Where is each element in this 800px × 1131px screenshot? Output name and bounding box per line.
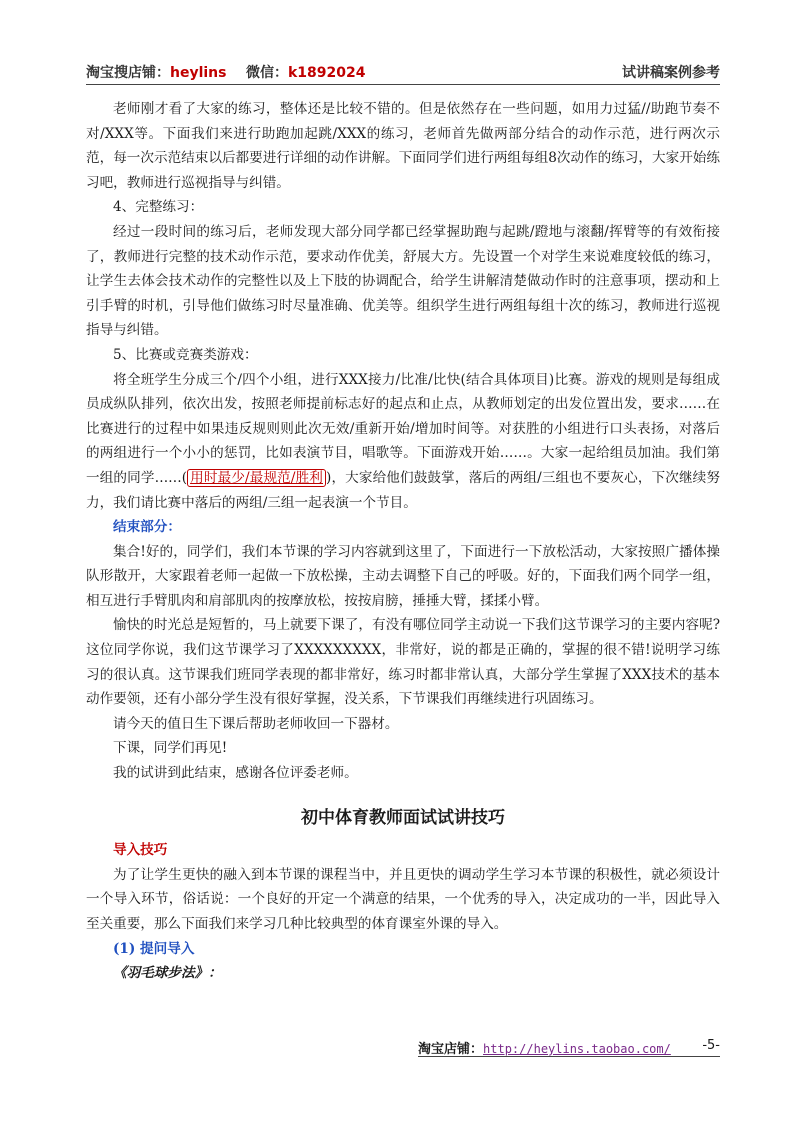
paragraph-relax: 集合!好的，同学们，我们本节课的学习内容就到这里了，下面进行一下放松活动，大家按照广播体操队形散开，大家跟着老师一起做一下放松操，主动去调整下自己的呼吸。好的，下面我们两个同学一组，相互进行手臂肌肉和肩部肌肉的按摩放松，按按肩膀，捶捶大臂，揉揉小臂。 <box>86 543 720 609</box>
header-wechat-label: 微信： <box>246 65 288 81</box>
paragraph-goodbye: 下课，同学们再见! <box>113 740 228 757</box>
header-divider <box>86 84 720 85</box>
paragraph-intro: 为了让学生更快的融入到本节课的课程当中，并且更快的调动学生学习本节课的积极性，就必须设计一个导入环节，俗话说：一个良好的开定一个满意的结果，一个优秀的导入，决定成功的一半，因此导入至关重要，那么下面我们来学习几种比较典型的体育课室外课的导入。 <box>86 866 720 932</box>
game-annotation: 用时最少/最规范/胜利 <box>187 469 326 487</box>
game-text-a: 将全班学生分成三个/四个小组，进行XXX接力/比准/比快(结合具体项目)比赛。游戏的规则是每组成员成纵队排列，依次出发，按照老师提前标志好的起点和止点，从教师划定的出发位置出发，要求……在比赛进行的过程中如果违反规则则此次无效/重新开始/增加时间等。对获胜的小组进行口头表扬，对落后的两组进行一个小小的惩罚，比如表演节目，唱歌等。下面游戏开始……。大家一起给组员加油。我们第一组的同学……( <box>86 371 720 486</box>
section-heading-game: 5、比赛或竞赛类游戏： <box>113 346 258 363</box>
paragraph-summary: 愉快的时光总是短暂的，马上就要下课了，有没有哪位同学主动说一下我们这节课学习的主要内容呢?这位同学你说，我们这节课学习了XXXXXXXXX，非常好，说的都是正确的，掌握的很不错!说明学习练习的很认真。这节课我们班同学表现的都非常好，练习时都非常认真，大部分学生掌握了XXX技术的基本动作要领，还有小部分学生没有很好掌握，没关系，下节课我们再继续进行巩固练习。 <box>86 617 720 708</box>
header-shop-label: 淘宝搜店铺： <box>86 65 170 81</box>
game-text-b: )，大家给他们鼓鼓掌，落后的两组/三组也不要灰心，下次继续努力，我们请比赛中落后的两组/三组一起表演一个节目。 <box>86 469 720 511</box>
header-shop-info <box>86 62 366 82</box>
header-wechat-id: k1892024 <box>288 65 366 81</box>
section-heading-complete-practice: 4、完整练习： <box>113 199 204 216</box>
paragraph-closing: 我的试讲到此结束，感谢各位评委老师。 <box>113 765 358 782</box>
paragraph-practice-feedback: 老师刚才看了大家的练习，整体还是比较不错的。但是依然存在一些问题，如用力过猛//助跑节奏不对/XXX等。下面我们来进行助跑加起跳/XXX的练习，老师首先做两部分结合的动作示范，进行两次示范，每一次示范结束以后都要进行详细的动作讲解。下面同学们进行两组每组8次动作的练习，大家开始练习吧，教师进行巡视指导与纠错。 <box>86 101 720 191</box>
document-body <box>86 97 720 986</box>
section-heading-ending: 结束部分： <box>113 519 181 536</box>
page-header <box>86 58 720 82</box>
subheading-question-intro: (1) 提问导入 <box>113 940 195 957</box>
book-title-badminton: 《羽毛球步法》： <box>113 965 222 982</box>
page-number: -5- <box>702 1038 720 1053</box>
header-shop-name: heylins <box>170 65 227 81</box>
footer-shop-link[interactable]: http://heylins.taobao.com/ <box>483 1042 671 1056</box>
footer-divider <box>418 1056 720 1057</box>
page-title: 初中体育教师面试试讲技巧 <box>301 807 505 828</box>
paragraph-game <box>86 368 720 516</box>
paragraph-equipment: 请今天的值日生下课后帮助老师收回一下器材。 <box>113 715 399 732</box>
page-footer <box>418 1038 720 1057</box>
footer-shop-label: 淘宝店铺： <box>418 1042 484 1057</box>
paragraph-complete-practice: 经过一段时间的练习后，老师发现大部分同学都已经掌握助跑与起跳/蹬地与滚翻/挥臂等的有效衔接了，教师进行完整的技术动作示范，要求动作优美，舒展大方。先设置一个对学生来说难度较低的练习，让学生去体会技术动作的完整性以及上下肢的协调配合，给学生讲解清楚做动作时的注意事项，摆动和上引手臂的时机，引导他们做练习时尽量准确、优美等。组织学生进行两组每组十次的练习，教师进行巡视指导与纠错。 <box>86 223 720 339</box>
header-right-title: 试讲稿案例参考 <box>622 65 720 81</box>
section-heading-intro: 导入技巧 <box>113 842 168 859</box>
